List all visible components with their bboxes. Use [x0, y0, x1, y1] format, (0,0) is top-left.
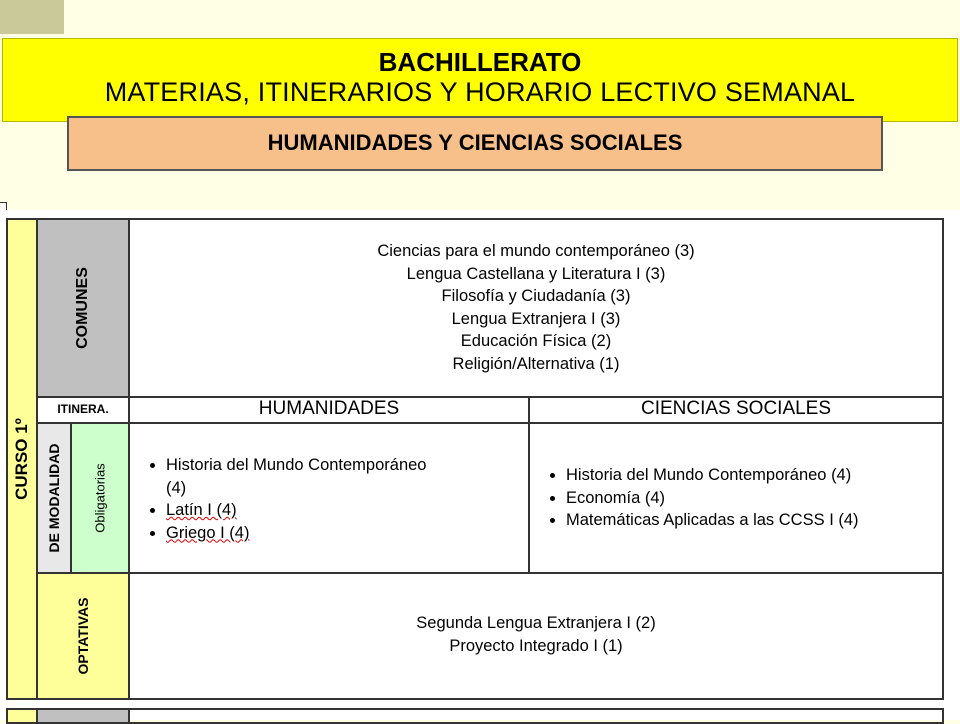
comunes-label-cell — [36, 218, 130, 398]
comunes-item: Lengua Extranjera I (3) — [451, 309, 621, 328]
ciencias-sociales-header: CIENCIAS SOCIALES — [528, 396, 944, 424]
optativas-label-cell — [36, 572, 130, 700]
comunes-item: Filosofía y Ciudadanía (3) — [441, 287, 631, 305]
curriculum-table — [0, 210, 960, 720]
itinera-label: ITINERA. — [36, 396, 130, 424]
list-item-text: Latín I (4) — [166, 501, 237, 519]
subtitle-banner: HUMANIDADES Y CIENCIAS SOCIALES — [67, 116, 883, 171]
title-line-1: BACHILLERATO — [378, 47, 582, 77]
title-banner — [2, 38, 958, 122]
list-item-text: Historia del Mundo Contemporáneo — [166, 456, 427, 474]
comunes-item: Religión/Alternativa (1) — [452, 354, 620, 373]
list-item-text: (4) — [166, 478, 187, 497]
list-item — [166, 522, 528, 545]
list-item — [166, 499, 528, 522]
curso-column — [6, 218, 38, 700]
comunes-item: Educación Física (2) — [460, 332, 612, 350]
humanidades-modalidad — [128, 422, 530, 574]
next-row-hint — [6, 708, 38, 724]
comunes-item: Ciencias para el mundo contemporáneo (3) — [377, 242, 695, 260]
humanidades-header: HUMANIDADES — [128, 396, 530, 424]
optativas-item: Segunda Lengua Extranjera I (2) — [416, 614, 656, 632]
list-item: • Matemáticas Aplicadas a las CCSS I (4) — [566, 509, 942, 532]
corner-tab — [0, 0, 64, 34]
modalidad-label-cell — [36, 422, 72, 574]
list-item: • Economía (4) — [566, 487, 942, 510]
obligatorias-cell — [70, 422, 130, 574]
list-item-text: Griego I (4) — [166, 523, 250, 542]
list-item — [166, 454, 528, 499]
comunes-label: COMUNES — [74, 267, 91, 349]
ccss-modalidad — [528, 422, 944, 574]
comunes-content — [128, 218, 944, 398]
next-row-hint — [128, 708, 944, 724]
optativas-item: Proyecto Integrado I (1) — [449, 636, 623, 655]
list-item: • Historia del Mundo Contemporáneo (4) — [566, 464, 942, 487]
comunes-item: Lengua Castellana y Literatura I (3) — [406, 264, 666, 283]
obligatorias-label: Obligatorias — [92, 463, 108, 533]
optativas-content — [128, 572, 944, 700]
curso-label: CURSO 1º — [12, 418, 31, 500]
title-line-2: MATERIAS, ITINERARIOS Y HORARIO LECTIVO SEMANAL — [104, 77, 856, 107]
next-row-hint — [36, 708, 130, 724]
optativas-label: OPTATIVAS — [75, 597, 91, 675]
modalidad-label: DE MODALIDAD — [46, 443, 62, 553]
